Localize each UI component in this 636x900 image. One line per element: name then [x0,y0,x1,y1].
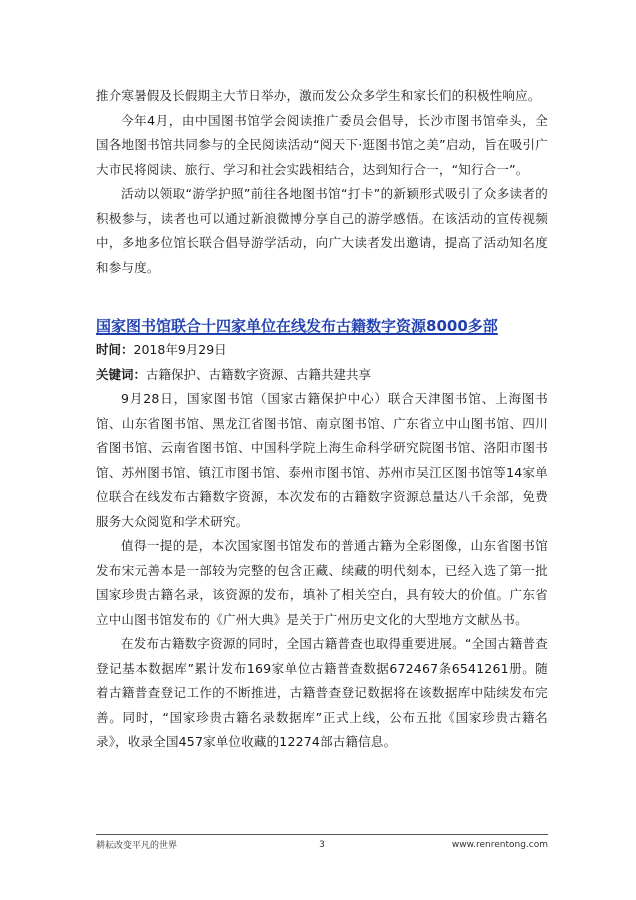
time-label: 时间： [96,342,134,357]
page-footer [96,834,548,851]
article-paragraph: 在发布古籍数字资源的同时，全国古籍普查也取得重要进展。“全国古籍普查登记基本数据库”累计发布169家单位古籍普查数据672467条6541261册。随着古籍普查登记工作的不断推进，古籍普查登记数据将在该数据库中陆续发布完善。同时，“国家珍贵古籍名录数据库”正式上线，公布五批《国家珍贵古籍名录》，收录全国457家单位收藏的12274部古籍信息。 [96,636,548,749]
page-number: 3 [319,839,325,850]
article-time [96,338,548,363]
article-title[interactable]: 国家图书馆联合十四家单位在线发布古籍数字资源8000多部 [96,317,498,335]
footer-slogan: 耕耘改变平凡的世界 [96,841,178,851]
page-content [96,84,548,755]
article-paragraph: 9月28日，国家图书馆（国家古籍保护中心）联合天津图书馆、上海图书馆、山东省图书馆、黑龙江省图书馆、南京图书馆、广东省立中山图书馆、四川省图书馆、云南省图书馆、中国科学院上海生命科学研究院图书馆、洛阳市图书馆、苏州图书馆、镇江市图书馆、泰州市图书馆、苏州市吴江区图书馆等14家单位联合在线发布古籍数字资源，本次发布的古籍数字资源总量达八千余部，免费服务大众阅览和学术研究。 [96,391,548,529]
intro-paragraph: 推介寒暑假及长假期主大节日举办，激而发公众多学生和家长们的积极性响应。 [96,88,541,103]
article-paragraph: 值得一提的是，本次国家图书馆发布的普通古籍为全彩图像，山东省图书馆发布宋元善本是一部较为完整的包含正藏、续藏的明代刻本，已经入选了第一批国家珍贵古籍名录，该资源的发布，填补了相关空白，具有较大的价值。广东省立中山图书馆发布的《广州大典》是关于广州历史文化的大型地方文献丛书。 [96,538,548,627]
intro-paragraph: 今年4月，由中国图书馆学会阅读推广委员会倡导，长沙市图书馆牵头，全国各地图书馆共同参与的全民阅读活动“阅天下·逛图书馆之美”启动，旨在吸引广大市民将阅读、旅行、学习和社会实践相结合，达到知行合一，“知行合一”。 [96,112,548,177]
time-value: 2018年9月29日 [133,342,227,357]
intro-paragraph: 活动以领取“游学护照”前往各地图书馆“打卡”的新颖形式吸引了众多读者的积极参与，读者也可以通过新浪微博分享自己的游学感悟。在该活动的宣传视频中，多地多位馆长联合倡导游学活动，向广大读者发出邀请，提高了活动知名度和参与度。 [96,186,548,275]
article-keywords [96,363,548,388]
keywords-value: 古籍保护、古籍数字资源、古籍共建共享 [146,366,372,382]
keywords-label: 关键词： [96,366,147,382]
footer-website-link[interactable]: www.renrentong.com [451,839,548,850]
section-spacer [96,280,548,314]
